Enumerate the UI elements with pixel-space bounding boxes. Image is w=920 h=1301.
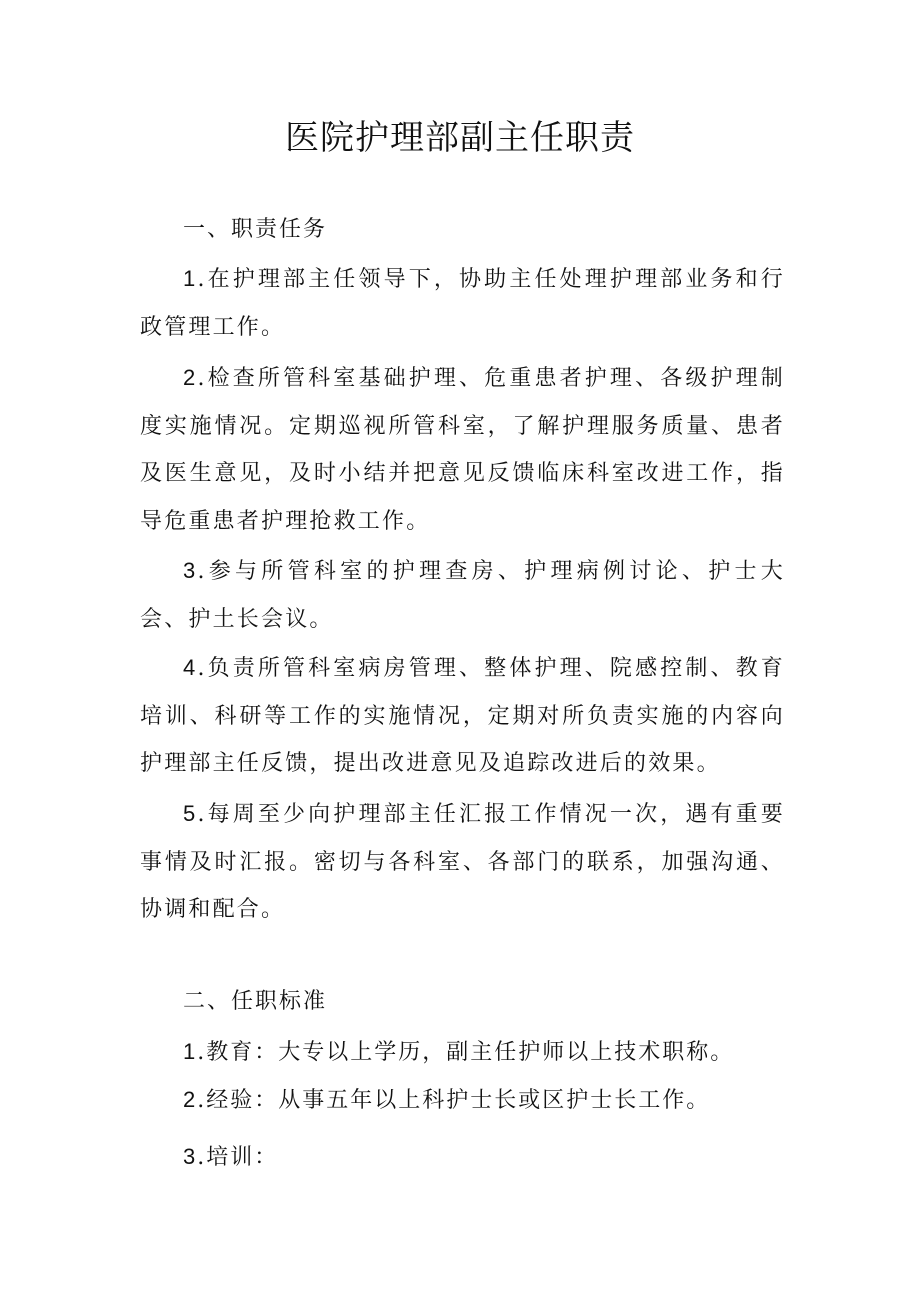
item-text: .参与所管科室的护理查房、护理病例讨论、护士大会、护土长会议。 [140, 559, 785, 632]
item-text: .每周至少向护理部主任汇报工作情况一次，遇有重要事情及时汇报。密切与各科室、各部门的联系，加强沟通、协调和配合。 [140, 802, 785, 922]
qualification-item-1 [183, 1036, 734, 1069]
section-heading-duties: 一、职责任务 [183, 217, 328, 242]
item-text: .经验：从事五年以上科护士长或区护士长工作。 [197, 1088, 711, 1113]
item-text: .检查所管科室基础护理、危重患者护理、各级护理制度实施情况。定期巡视所管科室，了解护理服务质量、患者及医生意见，及时小结并把意见反馈临床科室改进工作，指导危重患者护理抢救工作。 [140, 366, 785, 534]
section-heading-qualifications: 二、任职标准 [183, 989, 328, 1014]
item-text: .负责所管科室病房管理、整体护理、院感控制、教育培训、科研等工作的实施情况，定期对所负责实施的内容向护理部主任反馈，提出改进意见及追踪改进后的效果。 [140, 656, 785, 776]
duty-item-2 [140, 354, 785, 545]
duty-item-4 [140, 644, 785, 788]
duty-item-1 [140, 255, 785, 351]
qualification-item-2 [183, 1084, 710, 1117]
item-number: 3 [183, 558, 198, 583]
item-number: 5 [183, 801, 198, 826]
item-number: 2 [183, 1087, 198, 1112]
item-number: 4 [183, 655, 198, 680]
qualification-item-3 [183, 1141, 278, 1174]
duty-item-3 [140, 547, 785, 643]
item-number: 1 [183, 1039, 198, 1064]
item-number: 3 [183, 1144, 198, 1169]
document-title: 医院护理部副主任职责 [285, 118, 635, 158]
item-text: .教育：大专以上学历，副主任护师以上技术职称。 [197, 1040, 735, 1065]
item-text: .在护理部主任领导下，协助主任处理护理部业务和行政管理工作。 [140, 267, 785, 340]
duty-item-5 [140, 790, 785, 934]
item-number: 2 [183, 365, 198, 390]
item-number: 1 [183, 266, 198, 291]
item-text: .培训： [197, 1145, 279, 1170]
